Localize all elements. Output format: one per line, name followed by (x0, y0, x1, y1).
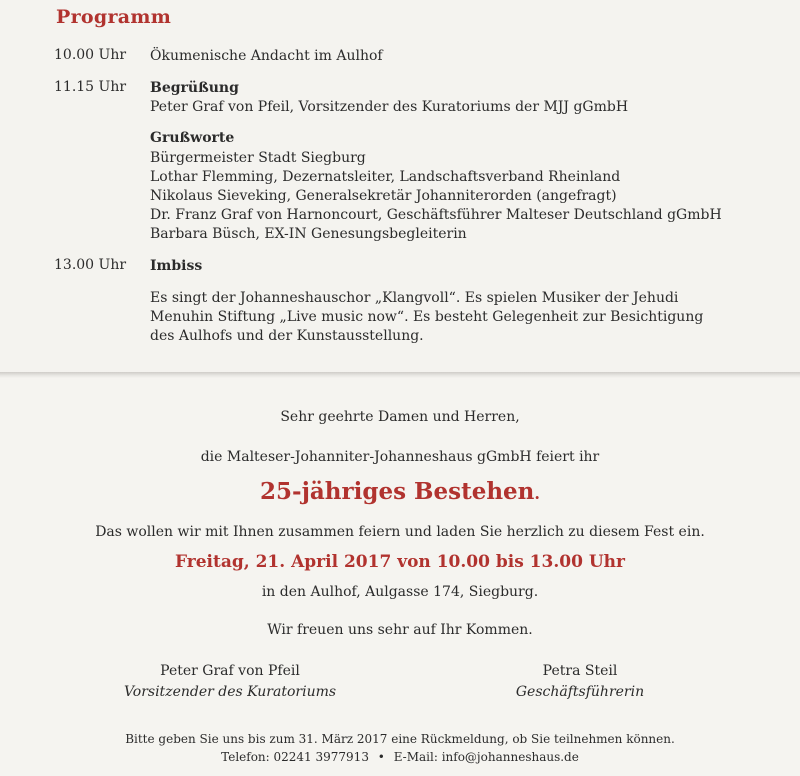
headline-dot: . (534, 484, 540, 503)
program-line-begruessung: Peter Graf von Pfeil, Vorsitzender des Kuratoriums der MJJ gGmbH (150, 99, 629, 115)
headline: 25-jähriges Bestehen (260, 478, 535, 505)
program-music-line-3: des Aulhofs und der Kunstausstellung. (150, 328, 424, 344)
event-date: Freitag, 21. April 2017 von 10.00 bis 13.00 Uhr (175, 552, 625, 572)
program-entry-andacht: Ökumenische Andacht im Aulhof (150, 48, 383, 64)
program-line-grussworte-5: Barbara Büsch, EX-IN Genesungsbegleiterin (150, 226, 467, 242)
contact-separator: • (377, 750, 385, 764)
program-line-grussworte-1: Bürgermeister Stadt Siegburg (150, 150, 366, 166)
invite-line: Das wollen wir mit Ihnen zusammen feiern und laden Sie herzlich zu diesem Fest ein. (95, 524, 705, 540)
closing-line: Wir freuen uns sehr auf Ihr Kommen. (267, 622, 533, 638)
signature-role-steil: Geschäftsführerin (515, 684, 645, 700)
program-music-line-2: Menuhin Stiftung „Live music now“. Es besteht Gelegenheit zur Besichtigung (150, 309, 704, 325)
program-title-grussworte: Grußworte (150, 130, 235, 146)
program-line-grussworte-2: Lothar Flemming, Dezernatsleiter, Landschaftsverband Rheinland (150, 169, 621, 185)
signature-role-pfeil: Vorsitzender des Kuratoriums (123, 684, 337, 700)
program-time-3: 13.00 Uhr (54, 257, 127, 273)
event-location: in den Aulhof, Aulgasse 174, Siegburg. (261, 584, 539, 600)
contact-line (0, 750, 800, 764)
signature-name-pfeil: Peter Graf von Pfeil (160, 663, 300, 679)
contact-phone: Telefon: 02241 3977913 (221, 750, 369, 764)
program-time-1: 10.00 Uhr (54, 47, 127, 63)
invitation-page (0, 378, 800, 776)
program-heading: Programm (56, 6, 172, 28)
salutation: Sehr geehrte Damen und Herren, (280, 409, 520, 425)
program-time-2: 11.15 Uhr (54, 79, 127, 95)
program-title-imbiss: Imbiss (150, 258, 203, 274)
program-line-grussworte-4: Dr. Franz Graf von Harnoncourt, Geschäftsführer Malteser Deutschland gGmbH (150, 207, 722, 223)
signature-name-steil: Petra Steil (542, 663, 618, 679)
program-title-begruessung: Begrüßung (150, 80, 239, 96)
rsvp-note: Bitte geben Sie uns bis zum 31. März 2017 eine Rückmeldung, ob Sie teilnehmen können. (125, 732, 675, 746)
program-line-grussworte-3: Nikolaus Sieveking, Generalsekretär Johanniterorden (angefragt) (150, 188, 617, 204)
program-music-line-1: Es singt der Johanneshauschor „Klangvoll“. Es spielen Musiker der Jehudi (150, 290, 679, 306)
intro-line: die Malteser-Johanniter-Johanneshaus gGmbH feiert ihr (200, 449, 600, 465)
contact-email[interactable]: E-Mail: info@johanneshaus.de (393, 750, 579, 764)
headline-block (0, 478, 800, 505)
